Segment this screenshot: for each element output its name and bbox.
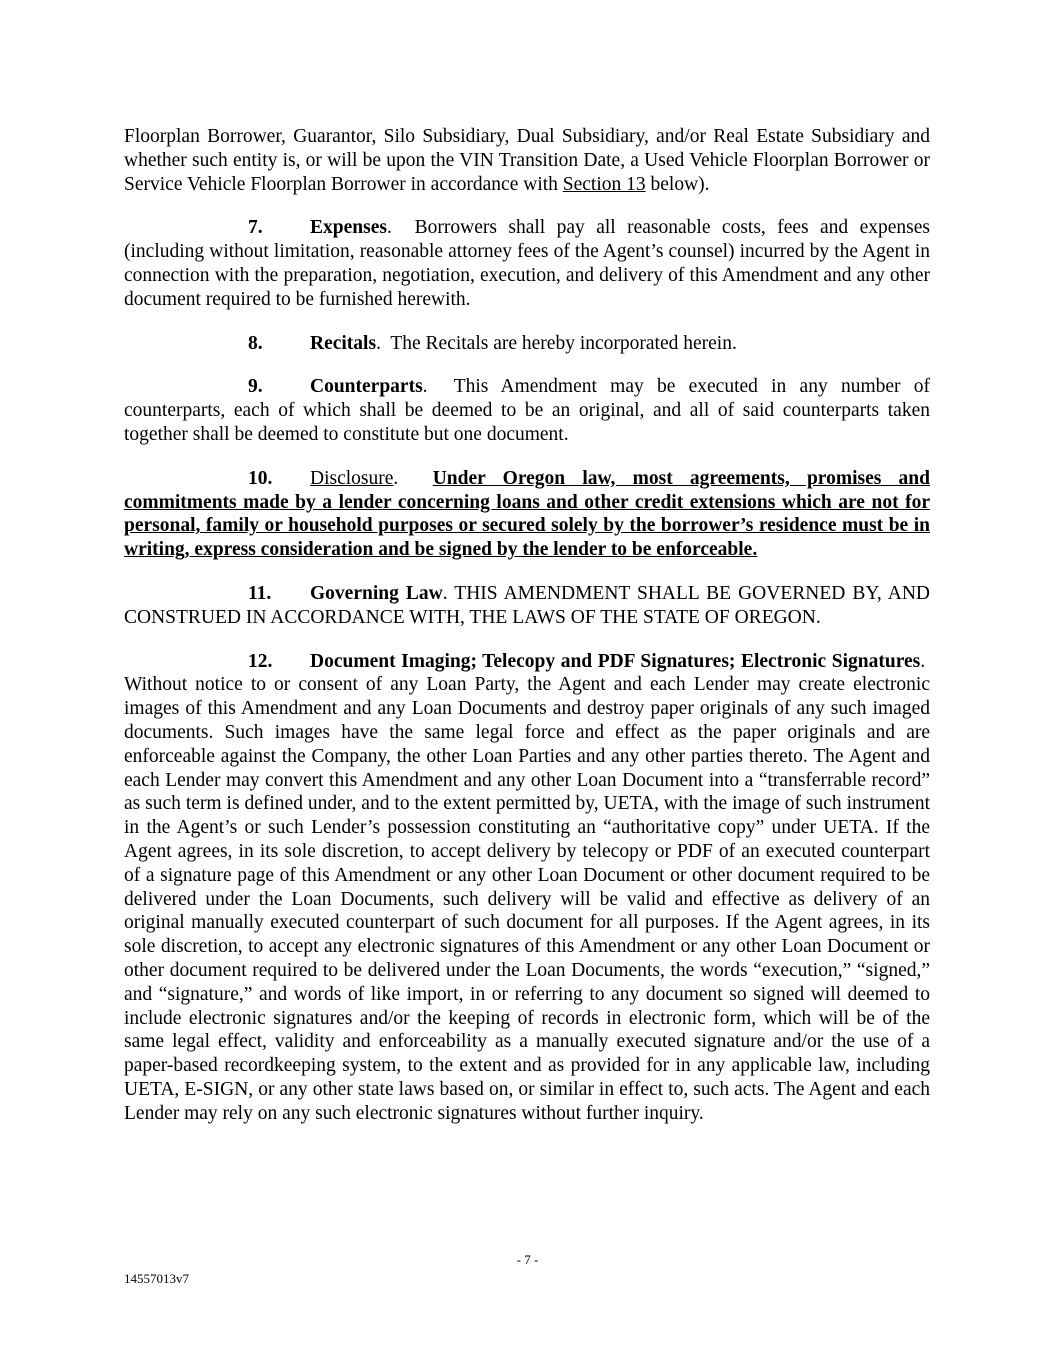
section-7-heading: Expenses: [310, 217, 387, 239]
section-9-number: 9.: [248, 376, 263, 398]
section-7: 7. Expenses. Borrowers shall pay all reasonable costs, fees and expenses (including without limitation, reasonable attorney fees of the Agent’s counsel) incurred by the Agent in connection with the preparation, negotiation, execution, and delivery of this Amendment and any other document required to be furnished herewith.: [124, 217, 930, 310]
section-11-heading: Governing Law: [310, 582, 443, 604]
section-11: 11. Governing Law. THIS AMENDMENT SHALL BE GOVERNED BY, AND CONSTRUED IN ACCORDANCE WITH, THE LAWS OF THE STATE OF OREGON.: [124, 582, 930, 628]
section-10-heading: Disclosure: [310, 467, 394, 489]
continuation-paragraph: [124, 125, 930, 196]
section-7-number: 7.: [248, 217, 263, 239]
section-8: 8. Recitals. The Recitals are hereby incorporated herein.: [248, 332, 737, 354]
section-11-number: 11.: [248, 582, 272, 604]
section-7-body: Borrowers shall pay all reasonable costs, fees and expenses (including without limitation, reasonable attorney fees of the Agent’s counsel) incurred by the Agent in connection with the preparation, negotiation, execution, and delivery of this Amendment and any other document required to be furnished herewith.: [124, 217, 930, 310]
section-8-heading: Recitals: [310, 332, 377, 354]
section-8-number: 8.: [248, 332, 263, 354]
section-9-body: This Amendment may be executed in any number of counterparts, each of which shall be deemed to be an original, and all of said counterparts taken together shall be deemed to constitute but one document.: [124, 376, 930, 445]
section-10: 10. Disclosure. Under Oregon law, most agreements, promises and commitments made by a lender concerning loans and other credit extensions which are not for personal, family or household purposes or secured solely by the borrower’s residence must be in writing, express consideration and be signed by the lender to be enforceable.: [124, 467, 930, 561]
section-12: 12. Document Imaging; Telecopy and PDF Signatures; Electronic Signatures. Without notice to or consent of any Loan Party, the Agent and each Lender may create electronic images of this Amendment and any Loan Documents and destroy paper originals of any such imaged documents. Such images have the same legal force and effect as the paper originals and are enforceable against the Company, the other Loan Parties and any other parties thereto. The Agent and each Lender may convert this Amendment and any other Loan Document into a “transferrable record” as such term is defined under, and to the extent permitted by, UETA, with the image of such instrument in the Agent’s or such Lender’s possession constituting an “authoritative copy” under UETA. If the Agent agrees, in its sole discretion, to accept delivery by telecopy or PDF of an executed counterpart of a signature page of this Amendment or any other Loan Document or other document required to be delivered under the Loan Documents, such delivery will be valid and effective as delivery of an original manually executed counterpart of such document for all purposes. If the Agent agrees, in its sole discretion, to accept any electronic signatures of this Amendment or any other Loan Document or other document required to be delivered under the Loan Documents, the words “execution,” “signed,” and “signature,” and words of like import, in or referring to any document so signed will deemed to include electronic signatures and/or the keeping of records in electronic form, which will be of the same legal effect, validity and enforceability as a manually executed signature and/or the use of a paper-based recordkeeping system, to the extent and as provided for in any applicable law, including UETA, E-SIGN, or any other state laws based on, or similar in effect to, such acts. The Agent and each Lender may rely on any such electronic signatures without further inquiry.: [124, 650, 930, 1124]
section-12-heading: Document Imaging; Telecopy and PDF Signatures; Electronic Signatures: [310, 650, 921, 672]
section-11-body: THIS AMENDMENT SHALL BE GOVERNED BY, AND CONSTRUED IN ACCORDANCE WITH, THE LAWS OF THE STATE OF OREGON.: [124, 582, 930, 628]
section-12-body: Without notice to or consent of any Loan Party, the Agent and each Lender may create electronic images of this Amendment and any Loan Documents and destroy paper originals of any such imaged documents. Such images have the same legal force and effect as the paper originals and are enforceable against the Company, the other Loan Parties and any other parties thereto. The Agent and each Lender may convert this Amendment and any other Loan Document into a “transferrable record” as such term is defined under, and to the extent permitted by, UETA, with the image of such instrument in the Agent’s or such Lender’s possession constituting an “authoritative copy” under UETA. If the Agent agrees, in its sole discretion, to accept delivery by telecopy or PDF of an executed counterpart of a signature page of this Amendment or any other Loan Document or other document required to be delivered under the Loan Documents, such delivery will be valid and effective as delivery of an original manually executed counterpart of such document for all purposes. If the Agent agrees, in its sole discretion, to accept any electronic signatures of this Amendment or any other Loan Document or other document required to be delivered under the Loan Documents, the words “execution,” “signed,” and “signature,” and words of like import, in or referring to any document so signed will deemed to include electronic signatures and/or the keeping of records in electronic form, which will be of the same legal effect, validity and enforceability as a manually executed signature and/or the use of a paper-based recordkeeping system, to the extent and as provided for in any applicable law, including UETA, E-SIGN, or any other state laws based on, or similar in effect to, such acts. The Agent and each Lender may rely on any such electronic signatures without further inquiry.: [124, 674, 930, 1124]
section-10-number: 10.: [248, 467, 273, 489]
document-body: [124, 125, 930, 1125]
continuation-end: below).: [645, 173, 710, 195]
section-8-body: The Recitals are hereby incorporated herein.: [390, 332, 737, 354]
section-9-heading: Counterparts: [310, 376, 423, 398]
section-10-body: Under Oregon law, most agreements, promises and commitments made by a lender concerning loans and other credit extensions which are not for personal, family or household purposes or secured solely by the borrower’s residence must be in writing, express consideration and be signed by the lender to be enforceable.: [124, 467, 930, 561]
section-12-number: 12.: [248, 650, 273, 672]
page-number: - 7 -: [516, 1252, 539, 1267]
section-13-reference: Section 13: [562, 173, 646, 195]
document-id: 14557013v7: [124, 1271, 189, 1286]
section-9: 9. Counterparts. This Amendment may be executed in any number of counterparts, each of which shall be deemed to be an original, and all of said counterparts taken together shall be deemed to constitute but one document.: [124, 376, 930, 445]
continuation-text: Floorplan Borrower, Guarantor, Silo Subsidiary, Dual Subsidiary, and/or Real Estate Subsidiary and whether such entity is, or will be upon the VIN Transition Date, a Used Vehicle Floorplan Borrower or Service Vehicle Floorplan Borrower in accordance with: [124, 126, 930, 195]
